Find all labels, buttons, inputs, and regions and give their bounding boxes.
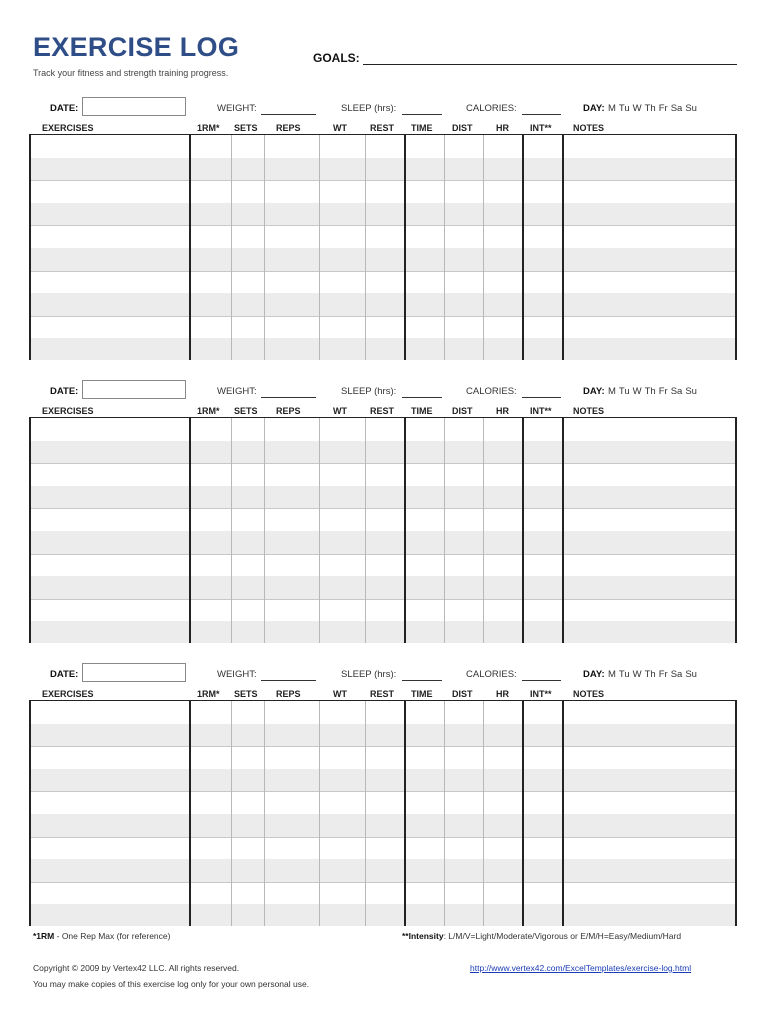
- calories-label: CALORIES:: [466, 669, 517, 680]
- column-divider: [562, 135, 564, 360]
- sleep-field[interactable]: [402, 680, 442, 681]
- sleep-field[interactable]: [402, 397, 442, 398]
- day-label: DAY:: [583, 103, 605, 114]
- table-row[interactable]: [31, 293, 735, 317]
- column-header-wt: WT: [333, 689, 347, 699]
- day-options: [608, 103, 700, 114]
- column-header-exercises: EXERCISES: [42, 123, 94, 133]
- column-header-time: TIME: [411, 689, 433, 699]
- column-divider: [231, 701, 232, 926]
- column-divider: [444, 418, 445, 643]
- column-header-rest: REST: [370, 689, 395, 699]
- day-option-th[interactable]: Th: [644, 103, 656, 114]
- column-divider: [404, 418, 406, 643]
- column-header-notes: NOTES: [573, 123, 605, 133]
- column-header-1rm: 1RM*: [197, 406, 220, 416]
- weight-label: WEIGHT:: [217, 103, 257, 114]
- table-row[interactable]: [31, 837, 735, 861]
- column-divider: [365, 135, 366, 360]
- day-label: DAY:: [583, 386, 605, 397]
- footnote-1rm-key: *1RM: [33, 931, 55, 941]
- table-row[interactable]: [31, 531, 735, 555]
- day-option-su[interactable]: Su: [685, 103, 697, 114]
- day-option-sa[interactable]: Sa: [670, 386, 683, 397]
- day-option-su[interactable]: Su: [685, 669, 697, 680]
- column-header-reps: REPS: [276, 689, 301, 699]
- day-label: DAY:: [583, 669, 605, 680]
- column-header-wt: WT: [333, 406, 347, 416]
- day-option-th[interactable]: Th: [644, 386, 656, 397]
- date-label: DATE:: [50, 669, 79, 680]
- column-header-int: INT**: [530, 123, 552, 133]
- table-row[interactable]: [31, 701, 735, 725]
- copyright: Copyright © 2009 by Vertex42 LLC. All rights reserved.: [33, 963, 240, 973]
- date-field[interactable]: [82, 663, 186, 682]
- table-row[interactable]: [31, 599, 735, 623]
- day-option-tu[interactable]: Tu: [618, 669, 630, 680]
- sleep-field[interactable]: [402, 114, 442, 115]
- column-header-sets: SETS: [234, 406, 258, 416]
- column-header-dist: DIST: [452, 406, 473, 416]
- column-header-sets: SETS: [234, 689, 258, 699]
- table-row[interactable]: [31, 814, 735, 838]
- column-header-1rm: 1RM*: [197, 689, 220, 699]
- day-option-w[interactable]: W: [632, 103, 642, 114]
- table-row[interactable]: [31, 203, 735, 227]
- sleep-label: SLEEP (hrs):: [341, 103, 397, 114]
- column-divider: [483, 701, 484, 926]
- date-label: DATE:: [50, 386, 79, 397]
- table-row[interactable]: [31, 463, 735, 487]
- day-option-w[interactable]: W: [632, 669, 642, 680]
- table-row[interactable]: [31, 225, 735, 249]
- footnote-intensity-key: **Intensity: [402, 931, 444, 941]
- calories-label: CALORIES:: [466, 386, 517, 397]
- column-header-exercises: EXERCISES: [42, 406, 94, 416]
- day-option-m[interactable]: M: [608, 386, 616, 397]
- date-field[interactable]: [82, 380, 186, 399]
- table-row[interactable]: [31, 554, 735, 578]
- table-row[interactable]: [31, 859, 735, 883]
- column-divider: [231, 418, 232, 643]
- column-header-hr: HR: [496, 123, 509, 133]
- column-divider: [404, 701, 406, 926]
- column-divider: [522, 135, 524, 360]
- column-header-1rm: 1RM*: [197, 123, 220, 133]
- table-row[interactable]: [31, 882, 735, 906]
- column-divider: [319, 135, 320, 360]
- table-row[interactable]: [31, 135, 735, 159]
- calories-field[interactable]: [522, 114, 561, 115]
- column-header-hr: HR: [496, 406, 509, 416]
- column-header-int: INT**: [530, 406, 552, 416]
- table-row[interactable]: [31, 418, 735, 442]
- column-header-sets: SETS: [234, 123, 258, 133]
- sleep-label: SLEEP (hrs):: [341, 669, 397, 680]
- column-header-dist: DIST: [452, 123, 473, 133]
- day-options: [608, 386, 700, 397]
- exercise-table: [29, 134, 737, 360]
- sleep-label: SLEEP (hrs):: [341, 386, 397, 397]
- table-row[interactable]: [31, 904, 735, 926]
- weight-field[interactable]: [261, 680, 316, 681]
- table-row[interactable]: [31, 248, 735, 272]
- table-row[interactable]: [31, 621, 735, 643]
- weight-label: WEIGHT:: [217, 386, 257, 397]
- column-divider: [562, 418, 564, 643]
- footnote-1rm: [33, 931, 170, 941]
- day-option-sa[interactable]: Sa: [670, 669, 683, 680]
- column-header-notes: NOTES: [573, 406, 605, 416]
- usage-note: You may make copies of this exercise log only for your own personal use.: [33, 979, 310, 989]
- day-option-tu[interactable]: Tu: [618, 103, 630, 114]
- column-divider: [483, 135, 484, 360]
- calories-field[interactable]: [522, 397, 561, 398]
- goals-label: GOALS:: [313, 51, 360, 65]
- column-header-reps: REPS: [276, 123, 301, 133]
- column-divider: [444, 701, 445, 926]
- column-header-time: TIME: [411, 406, 433, 416]
- exercise-table: [29, 700, 737, 926]
- table-row[interactable]: [31, 791, 735, 815]
- column-header-dist: DIST: [452, 689, 473, 699]
- table-row[interactable]: [31, 486, 735, 510]
- footnote-1rm-text: - One Rep Max (for reference): [54, 931, 171, 941]
- column-header-reps: REPS: [276, 406, 301, 416]
- column-divider: [483, 418, 484, 643]
- day-option-sa[interactable]: Sa: [670, 103, 683, 114]
- template-link[interactable]: http://www.vertex42.com/ExcelTemplates/exercise-log.html: [470, 963, 692, 973]
- day-option-fr[interactable]: Fr: [658, 103, 668, 114]
- table-row[interactable]: [31, 180, 735, 204]
- table-row[interactable]: [31, 271, 735, 295]
- table-row[interactable]: [31, 576, 735, 600]
- column-divider: [264, 418, 265, 643]
- table-row[interactable]: [31, 441, 735, 465]
- footnote-intensity-text: : L/M/V=Light/Moderate/Vigorous or E/M/H=Easy/Medium/Hard: [443, 931, 682, 941]
- column-divider: [264, 701, 265, 926]
- exercise-table: [29, 417, 737, 643]
- column-divider: [231, 135, 232, 360]
- footnote-intensity: [402, 931, 681, 941]
- day-option-m[interactable]: M: [608, 103, 616, 114]
- weight-field[interactable]: [261, 114, 316, 115]
- column-divider: [365, 418, 366, 643]
- column-divider: [319, 701, 320, 926]
- column-divider: [189, 135, 191, 360]
- calories-label: CALORIES:: [466, 103, 517, 114]
- table-row[interactable]: [31, 338, 735, 360]
- day-option-w[interactable]: W: [632, 386, 642, 397]
- column-divider: [444, 135, 445, 360]
- page-subtitle: Track your fitness and strength training progress.: [33, 68, 229, 78]
- date-field[interactable]: [82, 97, 186, 116]
- column-header-wt: WT: [333, 123, 347, 133]
- day-option-fr[interactable]: Fr: [658, 669, 668, 680]
- column-divider: [404, 135, 406, 360]
- day-option-th[interactable]: Th: [644, 669, 656, 680]
- column-divider: [189, 418, 191, 643]
- day-options: [608, 669, 700, 680]
- table-row[interactable]: [31, 508, 735, 532]
- column-header-int: INT**: [530, 689, 552, 699]
- goals-field[interactable]: [363, 64, 737, 65]
- column-divider: [319, 418, 320, 643]
- column-divider: [264, 135, 265, 360]
- table-row[interactable]: [31, 316, 735, 340]
- column-header-notes: NOTES: [573, 689, 605, 699]
- table-row[interactable]: [31, 724, 735, 748]
- table-row[interactable]: [31, 769, 735, 793]
- day-option-tu[interactable]: Tu: [618, 386, 630, 397]
- column-divider: [522, 701, 524, 926]
- weight-field[interactable]: [261, 397, 316, 398]
- column-header-rest: REST: [370, 123, 395, 133]
- table-row[interactable]: [31, 746, 735, 770]
- column-header-exercises: EXERCISES: [42, 689, 94, 699]
- column-header-time: TIME: [411, 123, 433, 133]
- calories-field[interactable]: [522, 680, 561, 681]
- column-header-hr: HR: [496, 689, 509, 699]
- day-option-su[interactable]: Su: [685, 386, 697, 397]
- column-divider: [522, 418, 524, 643]
- column-divider: [365, 701, 366, 926]
- day-option-m[interactable]: M: [608, 669, 616, 680]
- weight-label: WEIGHT:: [217, 669, 257, 680]
- date-label: DATE:: [50, 103, 79, 114]
- table-row[interactable]: [31, 158, 735, 182]
- column-divider: [562, 701, 564, 926]
- column-divider: [189, 701, 191, 926]
- day-option-fr[interactable]: Fr: [658, 386, 668, 397]
- column-header-rest: REST: [370, 406, 395, 416]
- page-title: EXERCISE LOG: [33, 32, 240, 62]
